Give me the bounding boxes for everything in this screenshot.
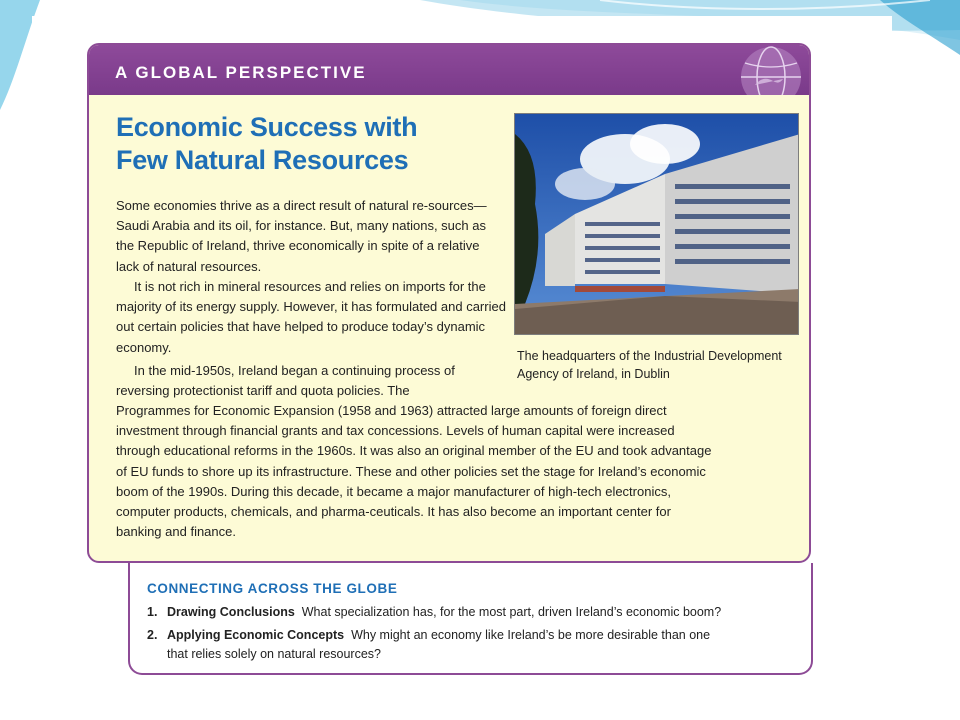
question-2-label: Applying Economic Concepts [167,628,345,642]
paragraph-3-continued: Programmes for Economic Expansion (1958 and 1963) attracted large amounts of foreign direct investment through financial grants and tax concessions. Levels of human capital were increased through educational reforms in the 1960s. It was also an original member of the EU and took advantage of EU funds to shore up its infrastructure. These and other policies set the stage for Ireland’s economic boom of the 1990s. During this decade, it became a major manufacturer of high-tech electronics, computer products, chemicals, and pharma-ceuticals. It has also become an important center for banking and finance. [116,403,712,540]
paragraph-2: It is not rich in mineral resources and relies on imports for the majority of its energy supply. However, it has formulated and carried out certain policies that have helped to produce today’s dynamic economy. [116,279,506,355]
question-2-text: Why might an economy like Ireland’s be more desirable than one [351,628,711,642]
question-1-number: 1. [147,605,158,619]
photo-caption: The headquarters of the Industrial Development Agency of Ireland, in Dublin [517,349,782,381]
globe-icon [725,45,805,95]
section-banner [89,45,809,95]
question-2-text-continued: that relies solely on natural resources? [167,647,382,661]
article-title [116,111,476,177]
questions-heading: CONNECTING ACROSS THE GLOBE [147,581,398,596]
title-line-1: Economic Success with [116,112,418,142]
paragraph-3: In the mid-1950s, Ireland began a continuing process of reversing protectionist tariff and quota policies. The [116,363,455,399]
question-2-number: 2. [147,628,158,642]
question-1-text: What specialization has, for the most part, driven Ireland’s economic boom? [301,605,722,619]
question-1 [147,603,721,622]
banner-label: A GLOBAL PERSPECTIVE [115,63,367,82]
connecting-questions-box [128,563,813,675]
question-2 [147,626,767,664]
title-line-2: Few Natural Resources [116,145,409,175]
paragraph-1: Some economies thrive as a direct result of natural re-sources—Saudi Arabia and its oil, for instance. But, many nations, such as the Republic of Ireland, thrive economically in spite of a relative lack of natural resources. [116,198,487,274]
global-perspective-panel [87,43,811,563]
question-1-label: Drawing Conclusions [167,605,295,619]
headquarters-photo [514,113,799,335]
